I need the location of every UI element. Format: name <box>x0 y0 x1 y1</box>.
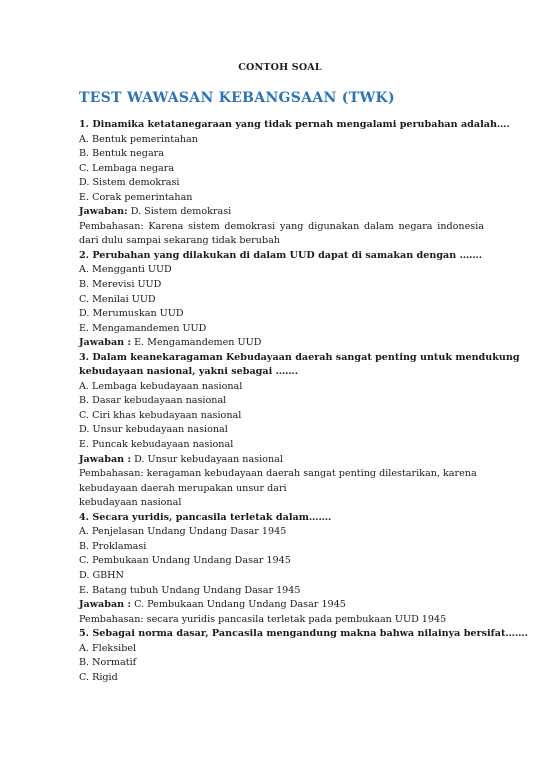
question-1-option-e: E. Corak pemerintahan <box>79 191 193 203</box>
answer-label: Jawaban : <box>79 599 132 611</box>
question-2-text: 2. Perubahan yang dilakukan di dalam UUD dapat di samakan dengan ……. <box>79 249 483 261</box>
question-2-option-e: E. Mengamandemen UUD <box>79 322 207 334</box>
answer-text: E. Mengamandemen UUD <box>131 337 262 349</box>
question-2-option-b: B. Merevisi UUD <box>79 279 162 291</box>
question-2-option-c: C. Menilai UUD <box>79 293 156 305</box>
answer-label: Jawaban : <box>79 453 132 465</box>
question-3-explanation-line-3: kebudayaan nasional <box>79 497 182 509</box>
question-3-option-b: B. Dasar kebudayaan nasional <box>79 395 227 407</box>
question-5-option-b: B. Normatif <box>79 657 137 669</box>
question-4-option-a: A. Penjelasan Undang Undang Dasar 1945 <box>79 526 287 538</box>
page-header: CONTOH SOAL <box>238 62 322 73</box>
question-4-text: 4. Secara yuridis, pancasila terletak dalam……. <box>79 511 332 523</box>
question-3-explanation-line-1: Pembahasan: keragaman kebudayaan daerah sangat penting dilestarikan, karena <box>79 468 477 480</box>
question-3-explanation-line-2: kebudayaan daerah merupakan unsur dari <box>79 482 287 494</box>
answer-label: Jawaban: <box>79 206 128 218</box>
question-1-answer <box>79 205 484 220</box>
question-5-text: 5. Sebagai norma dasar, Pancasila mengandung makna bahwa nilainya bersifat……. <box>79 628 528 640</box>
question-1-option-a: A. Bentuk pemerintahan <box>79 133 198 145</box>
question-4-answer <box>79 598 484 613</box>
question-2-answer <box>79 336 484 351</box>
question-3-text-line-1: 3. Dalam keanekaragaman Kebudayaan daerah sangat penting untuk mendukung <box>79 351 520 363</box>
question-1-option-c: C. Lembaga negara <box>79 162 175 174</box>
question-list <box>79 118 528 685</box>
question-3-option-d: D. Unsur kebudayaan nasional <box>79 424 228 436</box>
question-2-option-d: D. Merumuskan UUD <box>79 308 184 320</box>
answer-text: D. Sistem demokrasi <box>127 206 232 218</box>
question-5-option-c: C. Rigid <box>79 671 118 683</box>
question-2-option-a: A. Mengganti UUD <box>79 264 172 276</box>
question-3-option-a: A. Lembaga kebudayaan nasional <box>79 380 243 392</box>
question-4-option-c: C. Pembukaan Undang Undang Dasar 1945 <box>79 555 291 567</box>
question-3-text-line-2: kebudayaan nasional, yakni sebagai ……. <box>79 366 299 378</box>
question-4-explanation: Pembahasan: secara yuridis pancasila terletak pada pembukaan UUD 1945 <box>79 613 447 625</box>
question-3-option-c: C. Ciri khas kebudayaan nasional <box>79 409 242 421</box>
question-3-answer <box>79 453 484 468</box>
question-3-option-e: E. Puncak kebudayaan nasional <box>79 439 234 451</box>
page-title: TEST WAWASAN KEBANGSAAN (TWK) <box>79 90 395 106</box>
question-4-option-e: E. Batang tubuh Undang Undang Dasar 1945 <box>79 584 301 596</box>
answer-text: D. Unsur kebudayaan nasional <box>131 453 283 465</box>
question-4-option-b: B. Proklamasi <box>79 540 147 552</box>
question-1-explanation: Pembahasan: Karena sistem demokrasi yang digunakan dalam negara indonesia dari dulu sampai sekarang tidak berubah <box>79 220 484 247</box>
question-1-option-d: D. Sistem demokrasi <box>79 177 180 189</box>
question-1-option-b: B. Bentuk negara <box>79 148 164 160</box>
question-4-option-d: D. GBHN <box>79 569 124 581</box>
answer-label: Jawaban : <box>79 337 132 349</box>
answer-text: C. Pembukaan Undang Undang Dasar 1945 <box>131 599 346 611</box>
question-1-text: 1. Dinamika ketatanegaraan yang tidak pernah mengalami perubahan adalah…. <box>79 119 510 130</box>
question-5-option-a: A. Fleksibel <box>79 642 137 654</box>
